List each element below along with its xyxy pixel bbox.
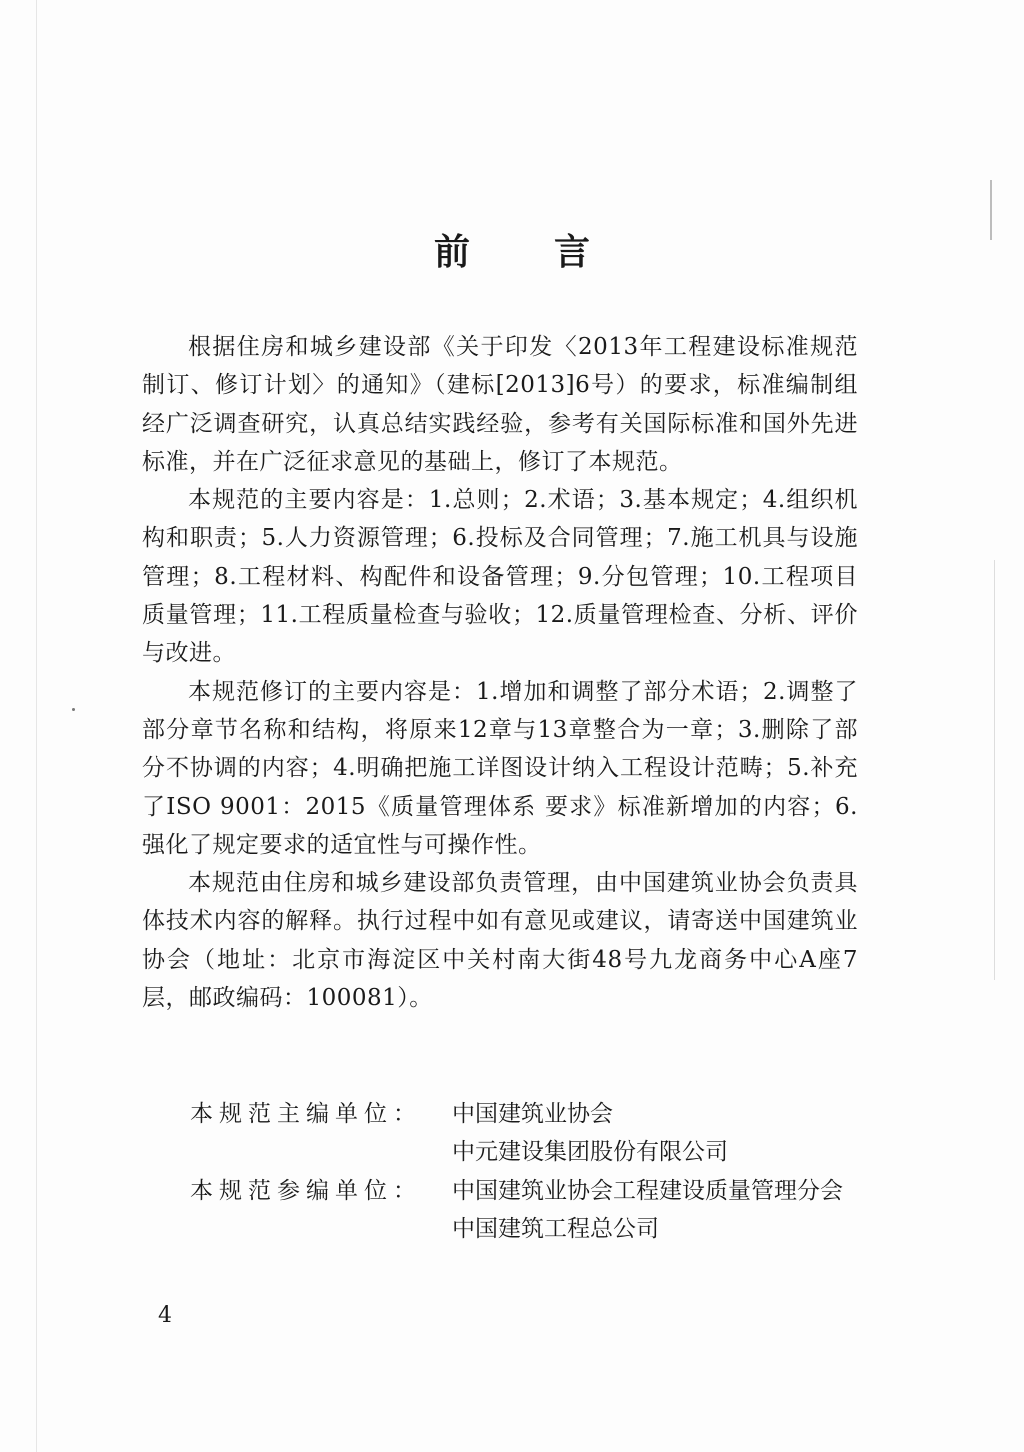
participating-unit-item: 中国建筑业协会工程建设质量管理分会 xyxy=(452,1177,843,1204)
participating-units-list xyxy=(452,1172,860,1249)
chief-unit-item: 中元建设集团股份有限公司 xyxy=(452,1139,728,1166)
participating-unit-item: 中国建筑工程总公司 xyxy=(452,1215,659,1242)
page-number: 4 xyxy=(158,1303,172,1328)
preface-body xyxy=(142,328,858,1017)
participating-units-row xyxy=(190,1172,860,1249)
scan-edge-left xyxy=(36,0,37,1452)
editing-units xyxy=(190,1095,860,1248)
paragraph-revision-contents: 本规范修订的主要内容是：1.增加和调整了部分术语；2.调整了部分章节名称和结构，将原来12章与13章整合为一章；3.删除了部分不协调的内容；4.明确把施工详图设计纳入工程设计范畴；5.补充了ISO 9001：2015《质量管理体系 要求》标准新增加的内容；6.强化了规定要求的适宜性与可操作性。 xyxy=(142,678,858,858)
paragraph-management: 本规范由住房和城乡建设部负责管理，由中国建筑业协会负责具体技术内容的解释。执行过程中如有意见或建议，请寄送中国建筑业协会（地址：北京市海淀区中关村南大街48号九龙商务中心A座7层，邮政编码：100081）。 xyxy=(142,870,858,1012)
paragraph-basis: 根据住房和城乡建设部《关于印发〈2013年工程建设标准规范制订、修订计划〉的通知》（建标[2013]6号）的要求，标准编制组经广泛调查研究，认真总结实践经验，参考有关国际标准和国外先进标准，并在广泛征求意见的基础上，修订了本规范。 xyxy=(142,334,858,475)
scan-edge-right-lower xyxy=(994,560,995,980)
chief-units-row xyxy=(190,1095,860,1172)
chief-units-list xyxy=(452,1095,860,1172)
page-title: 前言 xyxy=(433,232,674,273)
paragraph-main-contents: 本规范的主要内容是：1.总则；2.术语；3.基本规定；4.组织机构和职责；5.人力资源管理；6.投标及合同管理；7.施工机具与设施管理；8.工程材料、构配件和设备管理；9.分包管理；10.工程项目质量管理；11.工程质量检查与验收；12.质量管理检查、分析、评价与改进。 xyxy=(142,487,858,667)
scan-speck xyxy=(72,708,75,711)
participating-units-label: 本规范参编单位： xyxy=(190,1177,422,1204)
chief-units-label: 本规范主编单位： xyxy=(190,1101,422,1127)
chief-unit-item: 中国建筑业协会 xyxy=(452,1101,613,1127)
